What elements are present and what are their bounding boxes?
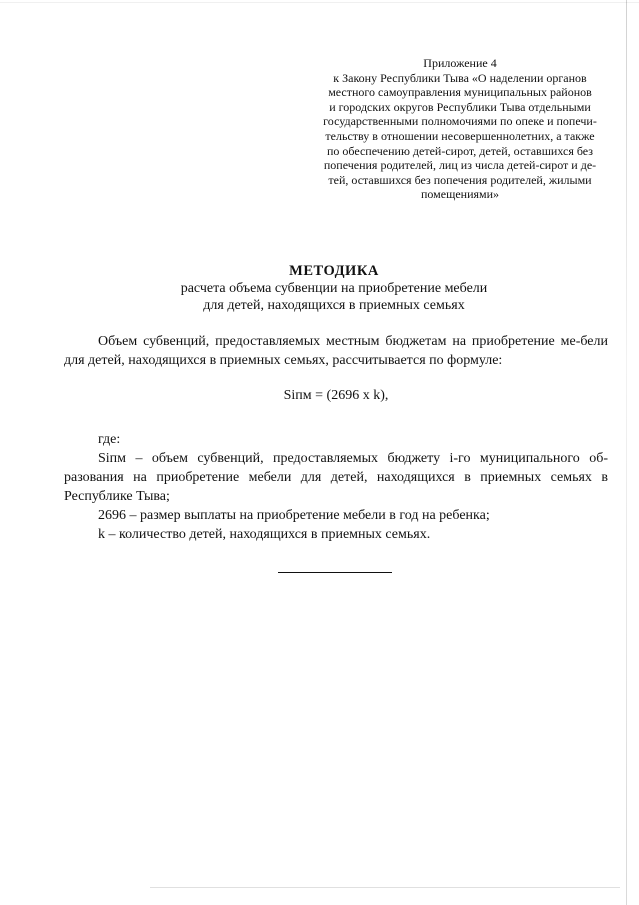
- definition-amount: 2696 – размер выплаты на приобретение мебели в год на ребенка;: [98, 508, 490, 523]
- appendix-line: по обеспечению детей-сирот, детей, оставшихся без: [326, 143, 594, 158]
- appendix-line: и городских округов Республики Тыва отдельными: [329, 99, 591, 114]
- where-label: где:: [98, 432, 121, 447]
- appendix-line: помещениями»: [420, 187, 500, 202]
- title-block: [60, 262, 608, 314]
- definition-k: k – количество детей, находящихся в приемных семьях.: [98, 527, 431, 542]
- definitions-block: [64, 430, 608, 544]
- end-divider: [278, 572, 392, 573]
- intro-paragraph: Объем субвенций, предоставляемых местным бюджетам на приобретение ме-бели для детей, находящихся в приемных семьях, рассчитывается по формуле:: [64, 334, 608, 368]
- document-subtitle-line: для детей, находящихся в приемных семьях: [203, 298, 465, 313]
- definition-sipm: Siпм – объем субвенций, предоставляемых бюджету i-го муниципального об-разования на приобретение мебели для детей, находящихся в приемных семьях в Республике Тыва;: [64, 451, 608, 504]
- appendix-line: местного самоуправления муниципальных районов: [328, 85, 592, 100]
- scan-edge-bottom: [150, 887, 620, 888]
- appendix-line: попечения родителей, лиц из числа детей-сирот и де-: [323, 158, 597, 173]
- appendix-line: тей, оставшихся без попечения родителей, жилыми: [328, 172, 592, 187]
- appendix-line: Приложение 4: [423, 56, 497, 70]
- appendix-line: тельству в отношении несовершеннолетних, а также: [325, 128, 595, 143]
- document-subtitle-line: расчета объема субвенции на приобретение мебели: [180, 281, 488, 296]
- document-title: МЕТОДИКА: [289, 263, 379, 279]
- appendix-line: к Закону Республики Тыва «О наделении органов: [333, 70, 587, 85]
- formula: Siпм = (2696 x k),: [283, 388, 389, 403]
- scan-edge-right: [626, 0, 627, 905]
- appendix-note: [300, 56, 620, 202]
- scan-edge-top: [0, 2, 639, 3]
- appendix-line: государственными полномочиями по опеке и попечи-: [323, 114, 597, 129]
